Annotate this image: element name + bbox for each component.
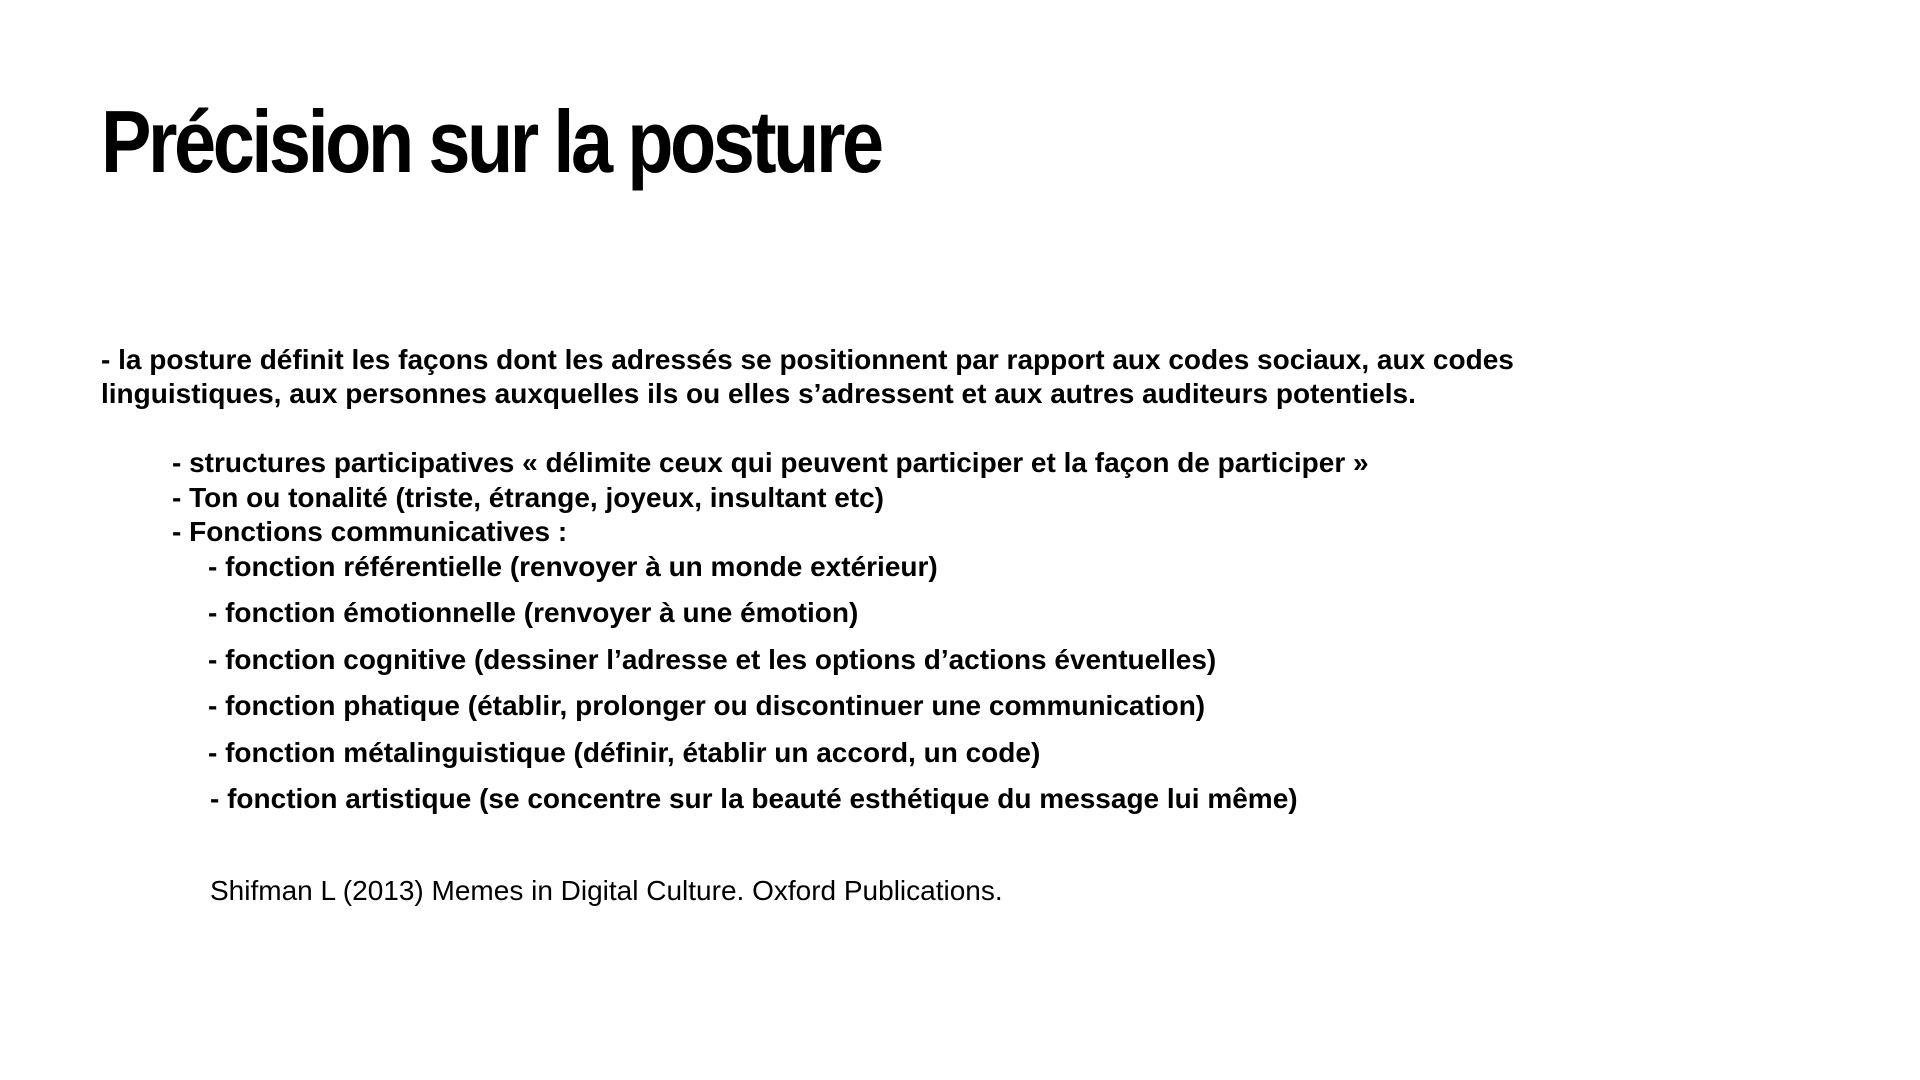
citation: Shifman L (2013) Memes in Digital Culture. Oxford Publications.: [210, 875, 1003, 906]
intro-paragraph: [101, 343, 1601, 411]
bullet-communicative-functions: - Fonctions communicatives :: [172, 516, 568, 547]
sub-bullet-referential: - fonction référentielle (renvoyer à un monde extérieur): [208, 551, 938, 582]
sub-bullet-phatic: - fonction phatique (établir, prolonger ou discontinuer une communication): [208, 690, 1206, 721]
bullet-tone: - Ton ou tonalité (triste, étrange, joyeux, insultant etc): [172, 482, 884, 513]
sub-bullet-emotional: - fonction émotionnelle (renvoyer à une émotion): [208, 597, 859, 628]
intro-line: linguistiques, aux personnes auxquelles ils ou elles s’adressent et aux autres auditeurs potentiels.: [101, 378, 1416, 409]
slide-title: Précision sur la posture: [101, 92, 881, 191]
sub-bullet-cognitive: - fonction cognitive (dessiner l’adresse et les options d’actions éventuelles): [208, 644, 1217, 675]
sub-bullet-metalinguistic: - fonction métalinguistique (définir, établir un accord, un code): [208, 737, 1041, 768]
intro-line: - la posture définit les façons dont les adressés se positionnent par rapport aux codes sociaux, aux codes: [101, 344, 1514, 375]
sub-bullet-artistic: - fonction artistique (se concentre sur la beauté esthétique du message lui même): [210, 783, 1298, 814]
bullet-participative-structures: - structures participatives « délimite ceux qui peuvent participer et la façon de participer »: [172, 447, 1369, 478]
